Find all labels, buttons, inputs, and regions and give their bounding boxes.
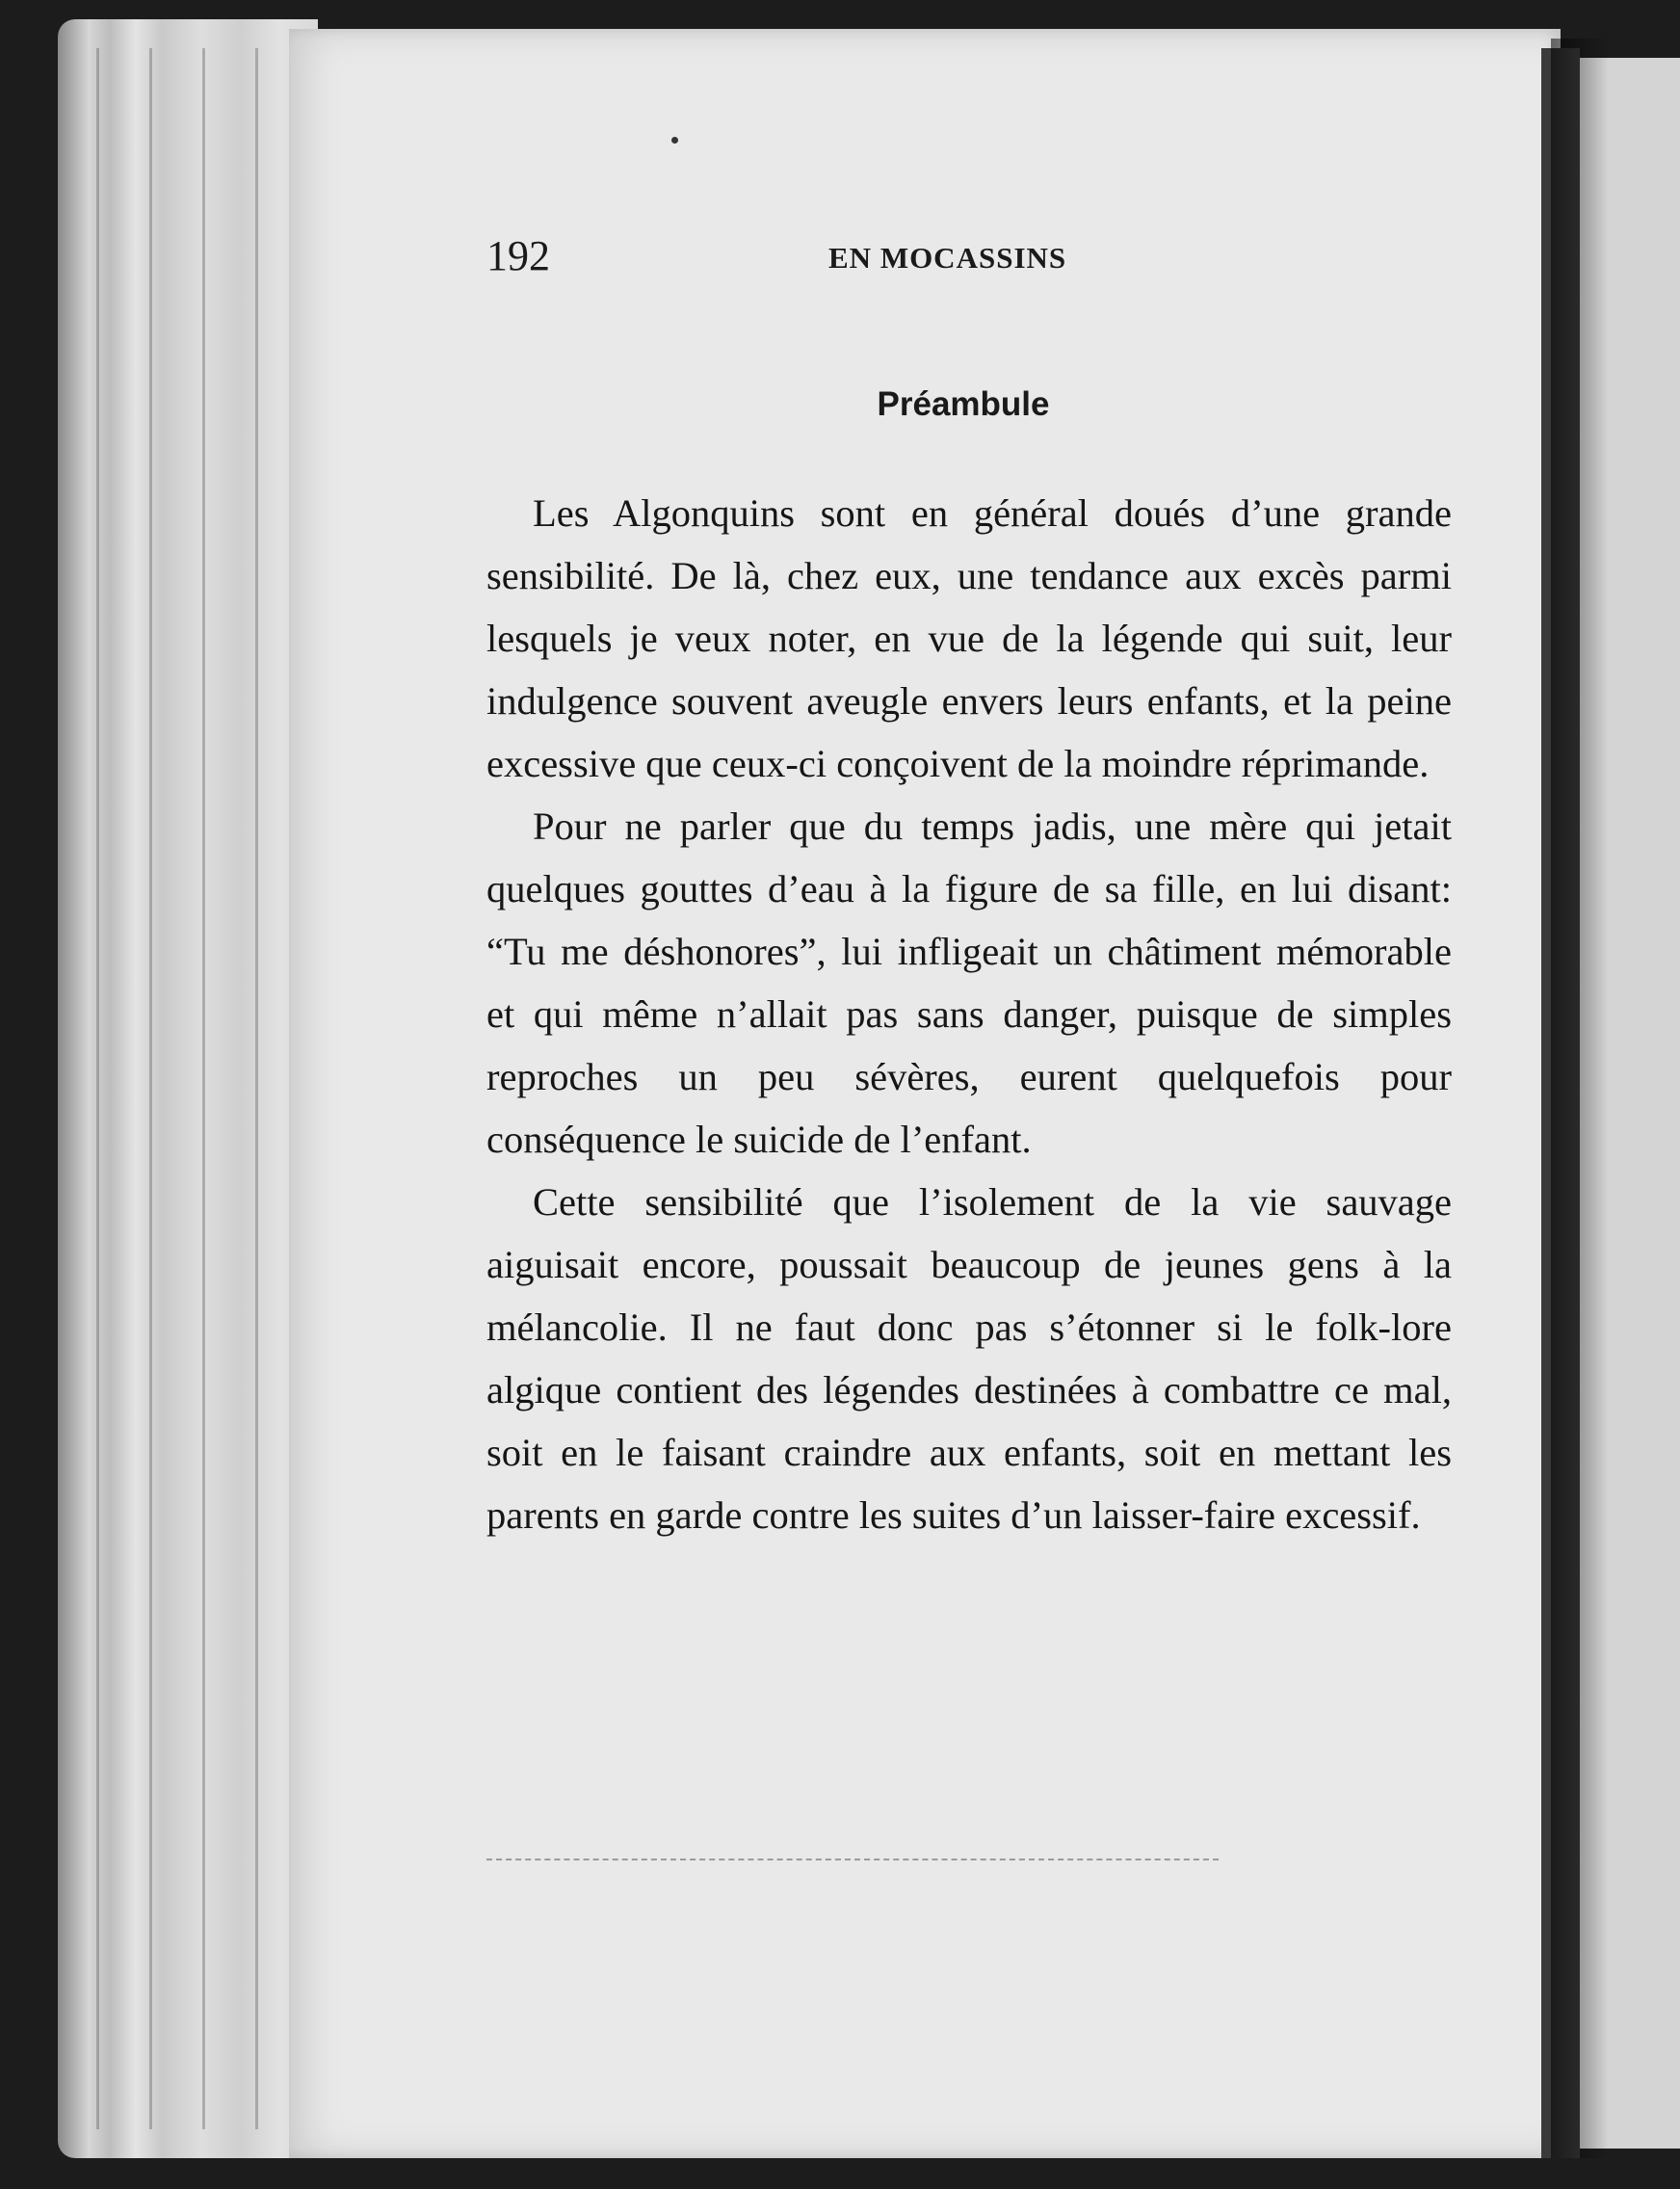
page-edge-line bbox=[96, 48, 99, 2129]
body-text bbox=[486, 482, 1452, 1546]
running-head: EN MOCASSINS bbox=[828, 241, 1067, 275]
book-page-edges bbox=[58, 19, 318, 2158]
paragraph: Pour ne parler que du temps jadis, une mère qui jetait quelques gouttes d’eau à la figure de sa fille, en lui disant: “Tu me déshonores”, lui infligeait un châtiment mémorable et qui même n’allait pas sans danger, puisque de simples reproches un peu sévères, eurent quelquefois pour conséquence le suicide de l’enfant. bbox=[486, 804, 1452, 1161]
page-edge-line bbox=[202, 48, 205, 2129]
section-title: Préambule bbox=[877, 385, 1050, 423]
page-edge-line bbox=[149, 48, 152, 2129]
paragraph: Les Algonquins sont en général doués d’une grande sensibilité. De là, chez eux, une tendance aux excès parmi lesquels je veux noter, en vue de la légende qui suit, leur indulgence souvent aveugle envers leurs enfants, et la peine excessive que ceux-ci conçoivent de la moindre réprimande. bbox=[486, 491, 1452, 785]
faint-rule bbox=[486, 1859, 1219, 1860]
paper-speck bbox=[671, 137, 678, 144]
page-number: 192 bbox=[486, 232, 550, 279]
page-header bbox=[486, 231, 1440, 289]
paragraph: Cette sensibilité que l’isolement de la vie sauvage aiguisait encore, poussait beaucoup de jeunes gens à la mélancolie. Il ne faut donc pas s’étonner si le folk-lore algique contient des légendes destinées à combattre ce mal, soit en le faisant craindre aux enfants, soit en mettant les parents en garde contre les suites d’un laisser-faire excessif. bbox=[486, 1180, 1452, 1537]
gutter-shadow bbox=[1551, 39, 1609, 2158]
page-edge-line bbox=[255, 48, 258, 2129]
